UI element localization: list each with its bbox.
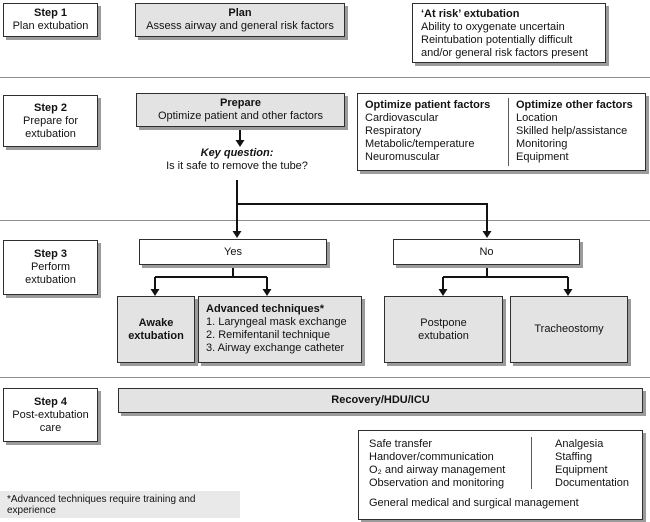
step1-title: Step 1 bbox=[33, 7, 67, 19]
list-item: Safe transfer bbox=[369, 438, 432, 450]
list-item: 3. Airway exchange catheter bbox=[206, 342, 345, 354]
tracheostomy-box bbox=[510, 296, 628, 363]
plan-subtitle: Assess airway and general risk factors bbox=[146, 20, 334, 32]
post-extubation-care-box bbox=[358, 430, 643, 520]
prepare-title: Prepare bbox=[220, 97, 261, 109]
prepare-subtitle: Optimize patient and other factors bbox=[157, 110, 324, 122]
no-box bbox=[393, 239, 580, 265]
optimize-other-column bbox=[508, 99, 633, 164]
post-care-left-column bbox=[359, 438, 541, 490]
key-question-text: Is it safe to remove the tube? bbox=[166, 160, 308, 172]
section-divider-3 bbox=[0, 377, 650, 378]
optimize-factors-box bbox=[357, 93, 646, 171]
list-item: Staffing bbox=[555, 451, 593, 463]
step2-line: Prepare for bbox=[22, 114, 79, 127]
advanced-title: Advanced techniques* bbox=[206, 303, 324, 315]
list-item: Neuromuscular bbox=[365, 151, 440, 163]
section-divider-2 bbox=[0, 220, 650, 221]
step4-title: Step 4 bbox=[33, 395, 67, 408]
optimize-column-divider bbox=[508, 98, 509, 166]
awake-line: extubation bbox=[128, 329, 184, 342]
key-question bbox=[127, 147, 347, 173]
step4-line: Post-extubation bbox=[12, 408, 89, 421]
step4-line: care bbox=[39, 421, 62, 434]
list-item: Location bbox=[516, 112, 558, 124]
recovery-label: Recovery/HDU/ICU bbox=[331, 394, 430, 406]
step3-label-box bbox=[3, 240, 98, 295]
list-item: 1. Laryngeal mask exchange bbox=[206, 316, 347, 328]
advanced-techniques-box bbox=[198, 296, 362, 363]
step3-line: Perform bbox=[30, 261, 71, 273]
postpone-line: extubation bbox=[418, 329, 469, 342]
optimize-patient-title: Optimize patient factors bbox=[365, 99, 491, 111]
post-care-bottom-line: General medical and surgical management bbox=[369, 497, 579, 509]
list-item: Monitoring bbox=[516, 138, 568, 150]
at-risk-box bbox=[412, 3, 606, 63]
list-item: Respiratory bbox=[365, 125, 422, 137]
key-question-label: Key question: bbox=[200, 147, 274, 159]
list-item: Equipment bbox=[555, 464, 608, 476]
recovery-bar bbox=[118, 388, 643, 413]
section-divider-1 bbox=[0, 77, 650, 78]
at-risk-line: and/or general risk factors present bbox=[421, 47, 588, 59]
postpone-line: Postpone bbox=[420, 316, 467, 329]
list-item: 2. Remifentanil technique bbox=[206, 329, 331, 341]
post-care-column-divider bbox=[531, 437, 532, 489]
awake-extubation-box bbox=[117, 296, 195, 363]
yes-box bbox=[139, 239, 327, 265]
optimize-other-title: Optimize other factors bbox=[516, 99, 633, 111]
list-item: Metabolic/temperature bbox=[365, 138, 475, 150]
list-item: Analgesia bbox=[555, 438, 604, 450]
list-item: Handover/communication bbox=[369, 451, 494, 463]
prepare-box bbox=[136, 93, 345, 127]
postpone-extubation-box bbox=[384, 296, 503, 363]
awake-line: Awake bbox=[138, 316, 174, 329]
at-risk-line: Ability to oxygenate uncertain bbox=[421, 21, 565, 33]
post-care-right-column bbox=[541, 438, 629, 490]
list-item: Equipment bbox=[516, 151, 569, 163]
list-item: Skilled help/assistance bbox=[516, 125, 628, 137]
step2-line: extubation bbox=[25, 127, 76, 140]
footnote-strip bbox=[0, 491, 240, 518]
list-item: Documentation bbox=[555, 477, 629, 489]
at-risk-line: Reintubation potentially difficult bbox=[421, 34, 573, 46]
step4-label-box bbox=[3, 388, 98, 442]
at-risk-title: ‘At risk’ extubation bbox=[421, 8, 520, 20]
step1-label-box bbox=[3, 3, 98, 37]
step2-label-box bbox=[3, 95, 98, 147]
plan-title: Plan bbox=[228, 7, 252, 19]
list-item: Observation and monitoring bbox=[369, 477, 505, 489]
optimize-patient-column bbox=[358, 99, 508, 164]
list-item: Cardiovascular bbox=[365, 112, 439, 124]
no-label: No bbox=[479, 245, 494, 258]
step1-line: Plan extubation bbox=[12, 20, 89, 32]
step3-line: extubation bbox=[25, 274, 76, 286]
step3-title: Step 3 bbox=[33, 248, 67, 260]
list-item: O₂ and airway management bbox=[369, 464, 506, 476]
yes-label: Yes bbox=[224, 245, 242, 258]
tracheostomy-label: Tracheostomy bbox=[534, 323, 604, 335]
footnote-text: *Advanced techniques require training and experience bbox=[7, 493, 196, 516]
step2-title: Step 2 bbox=[33, 101, 67, 114]
plan-box bbox=[135, 3, 345, 37]
